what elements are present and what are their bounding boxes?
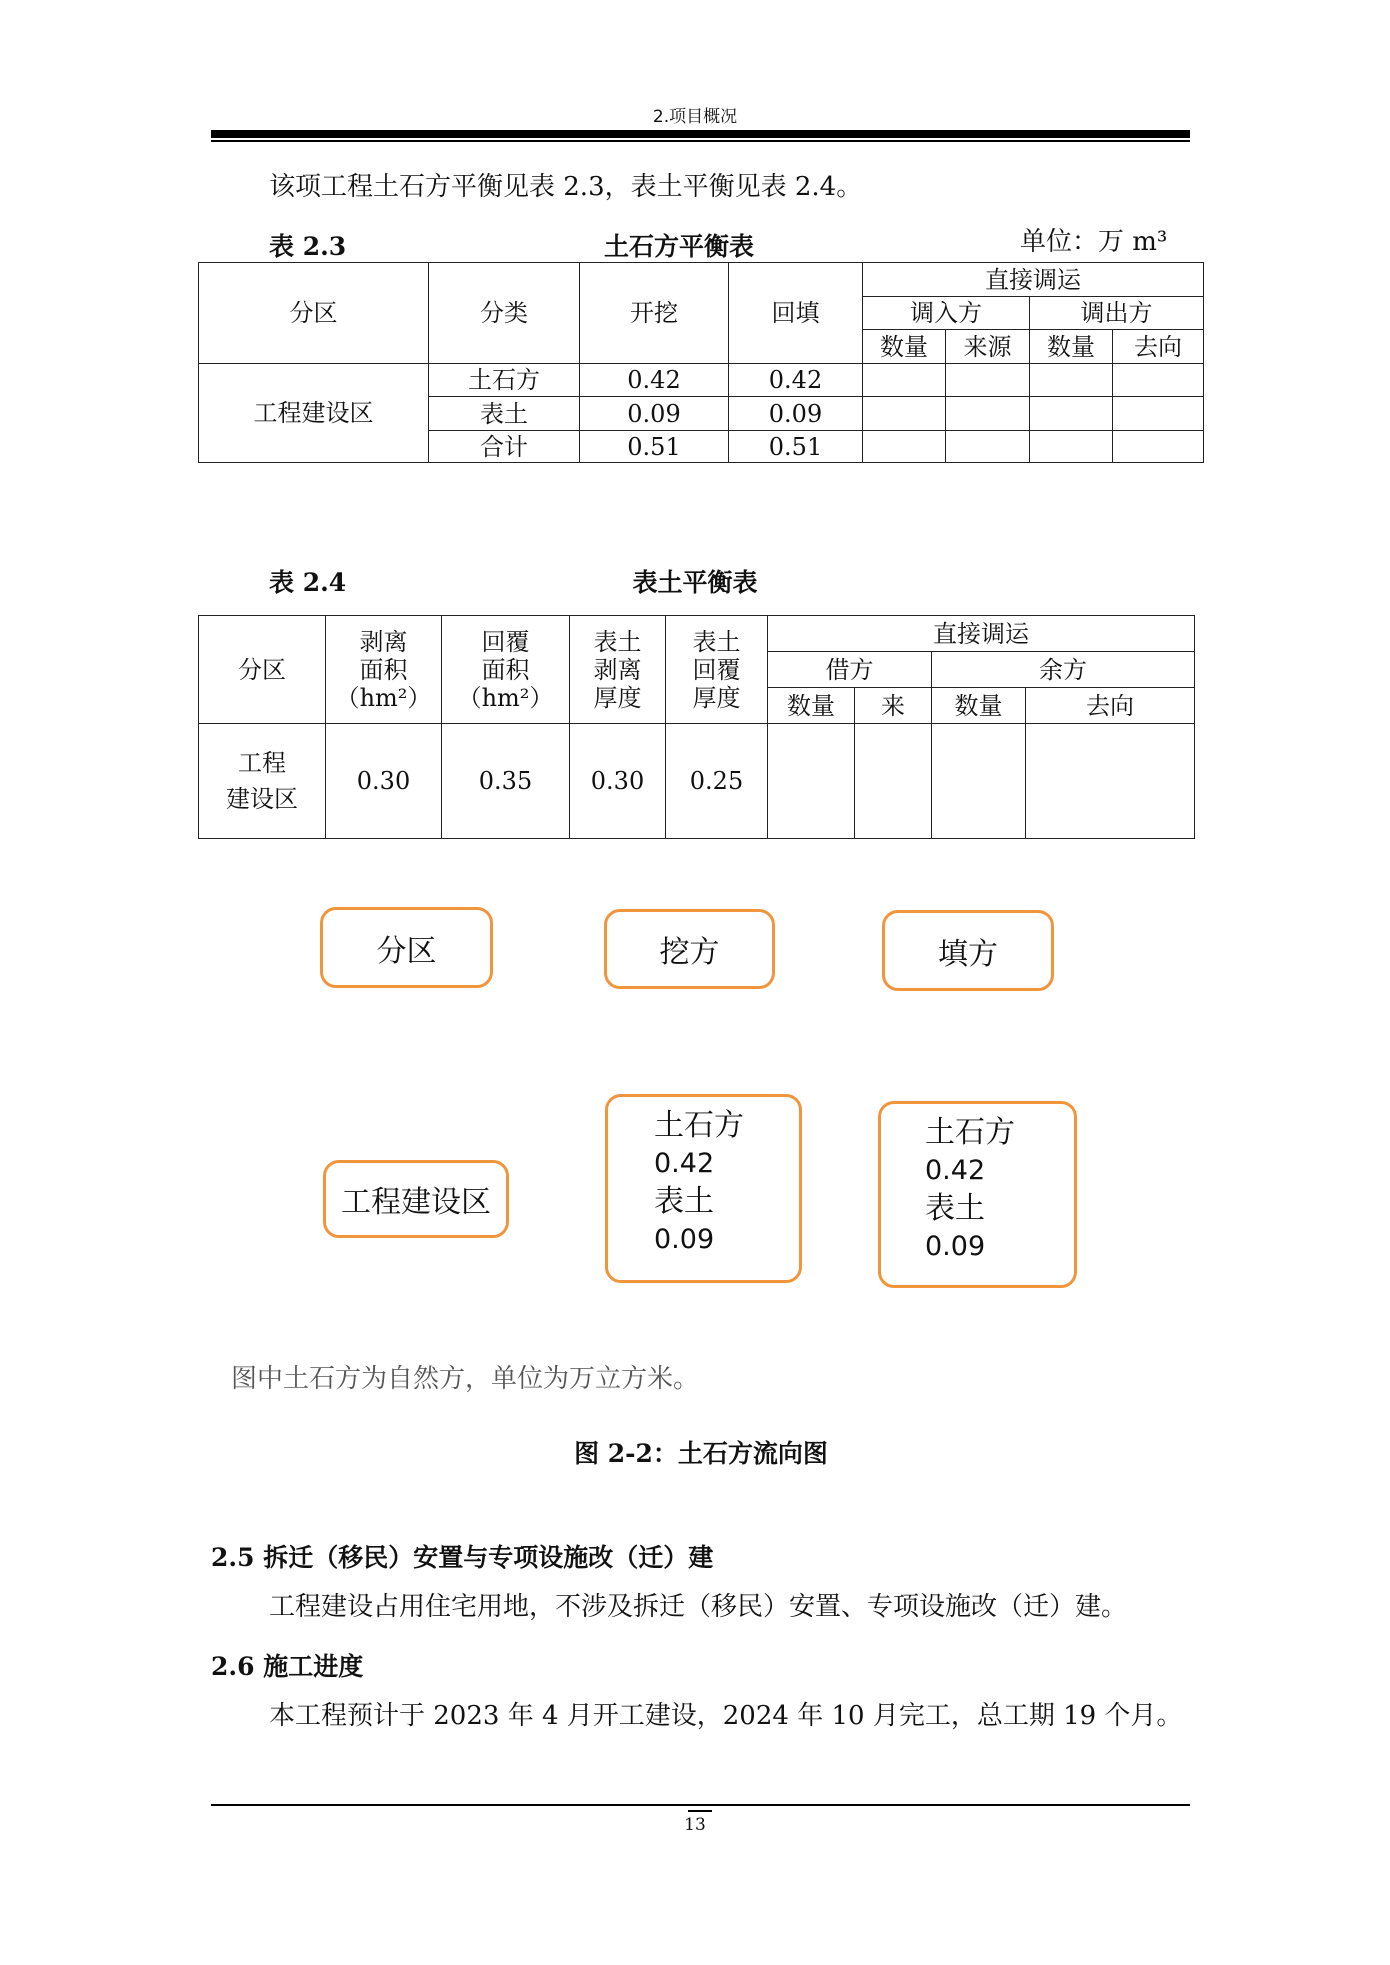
page-number: 13 bbox=[684, 1815, 706, 1835]
table-row bbox=[199, 364, 1204, 397]
table24-label: 表 2.4 bbox=[269, 568, 347, 597]
th-out-dest: 去向 bbox=[1113, 330, 1204, 364]
cell-excavation: 0.42 bbox=[580, 364, 729, 397]
figure-caption: 图 2-2：土石方流向图 bbox=[574, 1439, 828, 1468]
th-cover-thickness: 表土 回覆 厚度 bbox=[666, 616, 768, 724]
th-direct: 直接调运 bbox=[863, 263, 1204, 297]
cell-strip-thickness: 0.30 bbox=[570, 724, 666, 839]
table-2-3 bbox=[198, 262, 1204, 463]
th-out-qty: 数量 bbox=[1030, 330, 1113, 364]
section-2-6-body: 本工程预计于 2023 年 4 月开工建设，2024 年 10 月完工，总工期 19 个月。 bbox=[269, 1701, 1183, 1731]
table23-label: 表 2.3 bbox=[269, 232, 347, 261]
th-zone: 分区 bbox=[199, 616, 326, 724]
th-direct: 直接调运 bbox=[768, 616, 1195, 652]
cell-backfill: 0.42 bbox=[729, 364, 863, 397]
th-out: 调出方 bbox=[1030, 297, 1204, 330]
th-strip-thickness: 表土 剥离 厚度 bbox=[570, 616, 666, 724]
flow-fill-box: 土石方 0.42 表土 0.09 bbox=[878, 1101, 1077, 1288]
cell-category: 合计 bbox=[429, 431, 580, 463]
th-category: 分类 bbox=[429, 263, 580, 364]
running-header: 2.项目概况 bbox=[652, 107, 738, 127]
section-2-5-title: 2.5 拆迁（移民）安置与专项设施改（迁）建 bbox=[211, 1543, 714, 1572]
th-excavation: 开挖 bbox=[580, 263, 729, 364]
th-borrow-qty: 数量 bbox=[768, 688, 855, 724]
th-surplus-dest: 去向 bbox=[1026, 688, 1195, 724]
flow-head-fill: 填方 bbox=[882, 910, 1054, 991]
cell-category: 表土 bbox=[429, 397, 580, 431]
figure-note: 图中土石方为自然方，单位为万立方米。 bbox=[231, 1364, 700, 1394]
header-rule-thin bbox=[211, 140, 1190, 142]
th-cover-area: 回覆 面积 （hm²） bbox=[442, 616, 570, 724]
flow-cut-box: 土石方 0.42 表土 0.09 bbox=[605, 1094, 802, 1283]
th-in: 调入方 bbox=[863, 297, 1030, 330]
th-strip-area: 剥离 面积 （hm²） bbox=[326, 616, 442, 724]
cell-backfill: 0.09 bbox=[729, 397, 863, 431]
section-2-6-title: 2.6 施工进度 bbox=[211, 1652, 364, 1681]
table-row bbox=[199, 724, 1195, 839]
table-2-4 bbox=[198, 615, 1195, 839]
header-rule-thick bbox=[211, 130, 1190, 138]
th-borrow-src: 来 bbox=[855, 688, 932, 724]
table23-unit: 单位：万 m³ bbox=[1020, 227, 1168, 257]
cell-zone: 工程建设区 bbox=[199, 364, 429, 463]
th-zone: 分区 bbox=[199, 263, 429, 364]
page-number-mark bbox=[688, 1810, 712, 1812]
th-surplus-qty: 数量 bbox=[932, 688, 1026, 724]
th-surplus: 余方 bbox=[932, 652, 1195, 688]
intro-paragraph: 该项工程土石方平衡见表 2.3，表土平衡见表 2.4。 bbox=[269, 172, 863, 202]
flow-zone-box: 工程建设区 bbox=[323, 1160, 509, 1238]
flow-head-zone: 分区 bbox=[320, 907, 493, 988]
th-borrow: 借方 bbox=[768, 652, 932, 688]
footer-rule bbox=[211, 1804, 1190, 1806]
th-in-qty: 数量 bbox=[863, 330, 946, 364]
section-2-5-body: 工程建设占用住宅用地，不涉及拆迁（移民）安置、专项设施改（迁）建。 bbox=[269, 1592, 1128, 1622]
cell-excavation: 0.09 bbox=[580, 397, 729, 431]
cell-category: 土石方 bbox=[429, 364, 580, 397]
cell-cover-thickness: 0.25 bbox=[666, 724, 768, 839]
cell-zone: 工程 建设区 bbox=[199, 724, 326, 839]
cell-strip-area: 0.30 bbox=[326, 724, 442, 839]
th-backfill: 回填 bbox=[729, 263, 863, 364]
flow-head-cut: 挖方 bbox=[604, 909, 775, 989]
cell-backfill: 0.51 bbox=[729, 431, 863, 463]
table23-title: 土石方平衡表 bbox=[603, 232, 754, 261]
th-in-src: 来源 bbox=[946, 330, 1030, 364]
cell-excavation: 0.51 bbox=[580, 431, 729, 463]
table24-title: 表土平衡表 bbox=[632, 568, 758, 597]
cell-cover-area: 0.35 bbox=[442, 724, 570, 839]
